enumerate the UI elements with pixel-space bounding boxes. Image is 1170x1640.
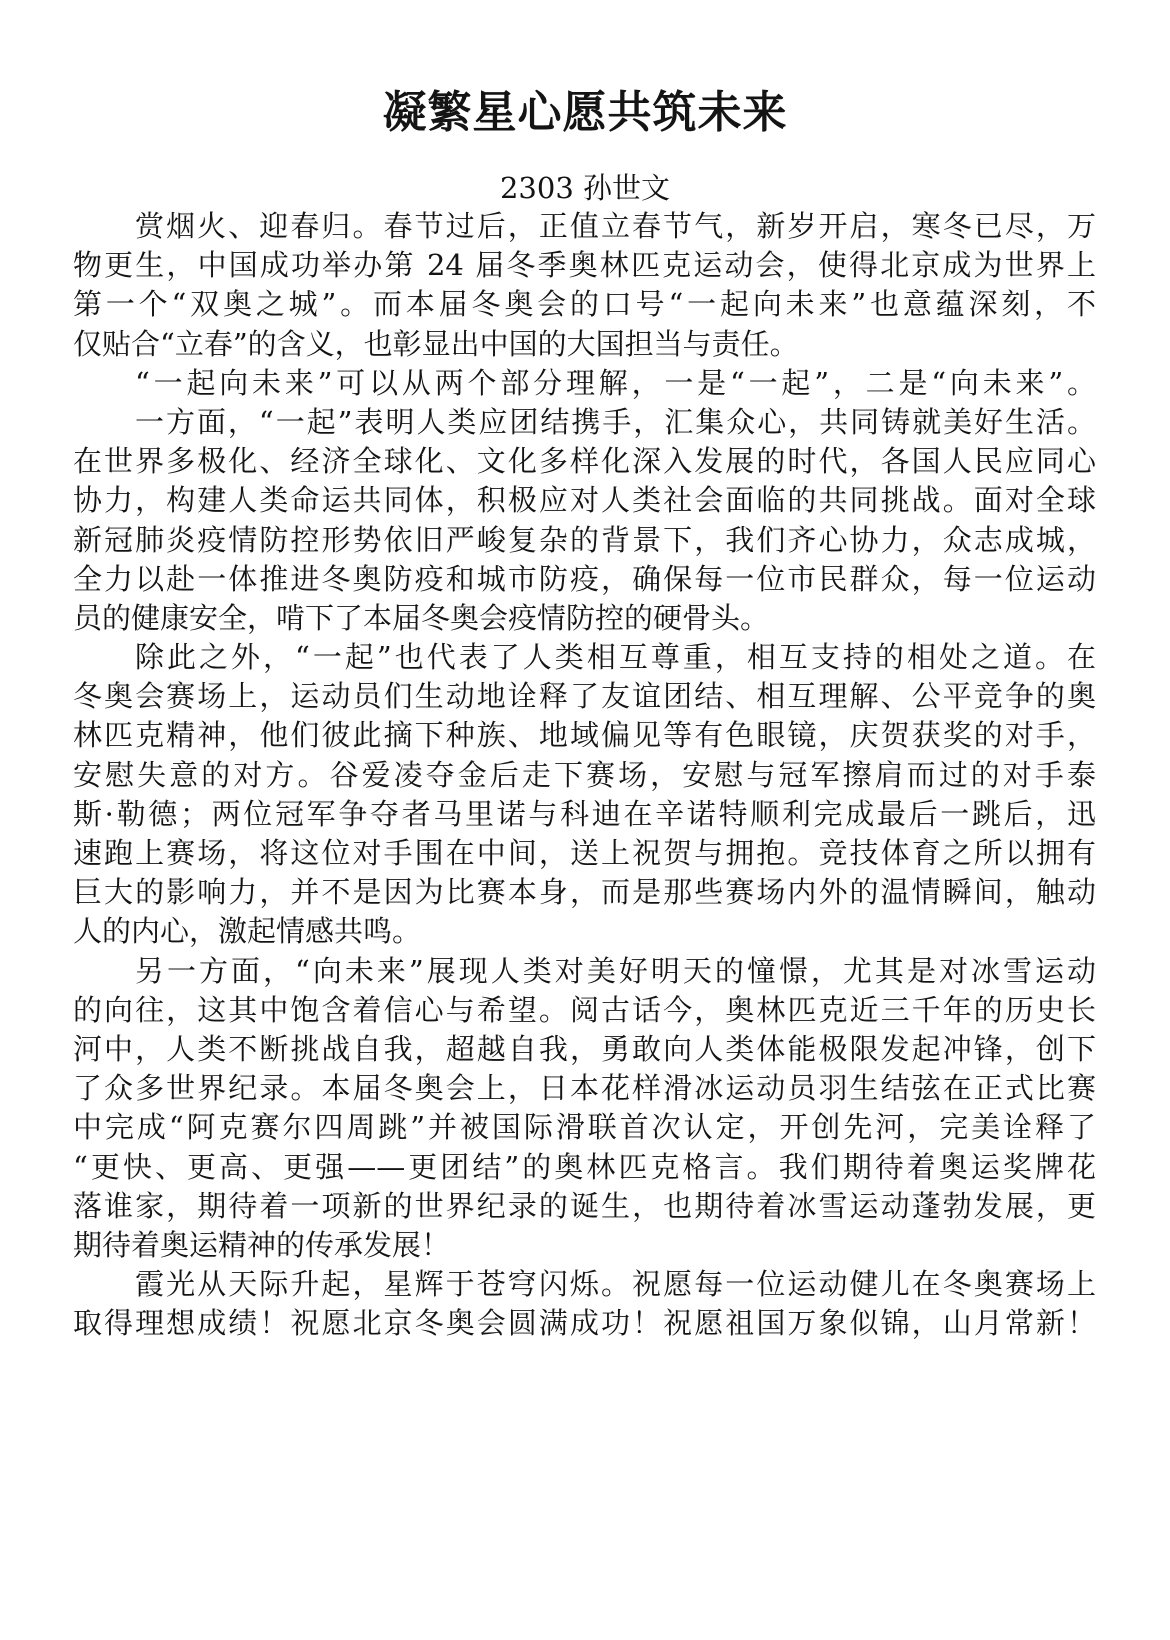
text-line: “更快、更高、更强——更团结”的奥林匹克格言。我们期待着奥运奖牌花 <box>73 1149 1096 1184</box>
text-line: 除此之外，“一起”也代表了人类相互尊重，相互支持的相处之道。在 <box>135 640 1096 675</box>
text-line: 期待着奥运精神的传承发展！ <box>73 1227 451 1262</box>
text-line: 落谁家，期待着一项新的世界纪录的诞生，也期待着冰雪运动蓬勃发展，更 <box>73 1188 1096 1223</box>
text-line: 仅贴合“立春”的含义，也彰显出中国的大国担当与责任。 <box>73 326 799 361</box>
page-title: 凝繁星心愿共筑未来 <box>382 88 788 137</box>
document-body <box>73 207 1096 1343</box>
text-line: 霞光从天际升起，星辉于苍穹闪烁。祝愿每一位运动健儿在冬奥赛场上 <box>135 1267 1096 1302</box>
text-line: 赏烟火、迎春归。春节过后，正值立春节气，新岁开启，寒冬已尽，万 <box>135 209 1096 243</box>
paragraph <box>73 638 1096 952</box>
text-line: 一方面，“一起”表明人类应团结携手，汇集众心，共同铸就美好生活。 <box>135 404 1096 439</box>
text-line: 协力，构建人类命运共同体，积极应对人类社会面临的共同挑战。面对全球 <box>73 483 1096 518</box>
text-line: 巨大的影响力，并不是因为比赛本身，而是那些赛场内外的温情瞬间，触动 <box>73 875 1096 910</box>
text-line: “一起向未来”可以从两个部分理解，一是“一起”，二是“向未来”。 <box>135 365 1096 400</box>
paragraph <box>73 1265 1096 1343</box>
text-line: 全力以赴一体推进冬奥防疫和城市防疫，确保每一位市民群众，每一位运动 <box>73 561 1096 596</box>
paragraph <box>73 364 1096 403</box>
text-line: 员的健康安全，啃下了本届冬奥会疫情防控的硬骨头。 <box>73 600 770 635</box>
text-line: 人的内心，激起情感共鸣。 <box>73 914 422 949</box>
paragraph <box>73 403 1096 638</box>
text-line: 第一个“双奥之城”。而本届冬奥会的口号“一起向未来”也意蕴深刻，不 <box>73 287 1096 322</box>
text-line: 中完成“阿克赛尔四周跳”并被国际滑联首次认定，开创先河，完美诠释了 <box>73 1110 1096 1145</box>
text-line: 另一方面，“向未来”展现人类对美好明天的憧憬，尤其是对冰雪运动 <box>135 953 1096 988</box>
text-line: 安慰失意的对方。谷爱凌夺金后走下赛场，安慰与冠军擦肩而过的对手泰 <box>73 757 1096 792</box>
text-line: 了众多世界纪录。本届冬奥会上，日本花样滑冰运动员羽生结弦在正式比赛 <box>73 1071 1096 1106</box>
text-line: 新冠肺炎疫情防控形势依旧严峻复杂的背景下，我们齐心协力，众志成城， <box>73 522 1096 557</box>
author-line: 2303 孙世文 <box>499 171 671 205</box>
text-line: 在世界多极化、经济全球化、文化多样化深入发展的时代，各国人民应同心 <box>73 444 1096 479</box>
text-line: 冬奥会赛场上，运动员们生动地诠释了友谊团结、相互理解、公平竞争的奥 <box>73 679 1096 714</box>
text-line: 林匹克精神，他们彼此摘下种族、地域偏见等有色眼镜，庆贺获奖的对手， <box>73 718 1096 753</box>
text-line: 物更生，中国成功举办第 24 届冬季奥林匹克运动会，使得北京成为世界上 <box>73 248 1096 283</box>
text-line: 斯·勒德；两位冠军争夺者马里诺与科迪在辛诺特顺利完成最后一跳后，迅 <box>73 796 1096 831</box>
text-line: 的向往，这其中饱含着信心与希望。阅古话今，奥林匹克近三千年的历史长 <box>73 992 1096 1027</box>
paragraph <box>73 207 1096 364</box>
text-line: 速跑上赛场，将这位对手围在中间，送上祝贺与拥抱。竞技体育之所以拥有 <box>73 836 1096 870</box>
text-line: 取得理想成绩！祝愿北京冬奥会圆满成功！祝愿祖国万象似锦，山月常新！ <box>73 1306 1096 1341</box>
paragraph <box>73 952 1096 1266</box>
text-line: 河中，人类不断挑战自我，超越自我，勇敢向人类体能极限发起冲锋，创下 <box>73 1031 1096 1066</box>
